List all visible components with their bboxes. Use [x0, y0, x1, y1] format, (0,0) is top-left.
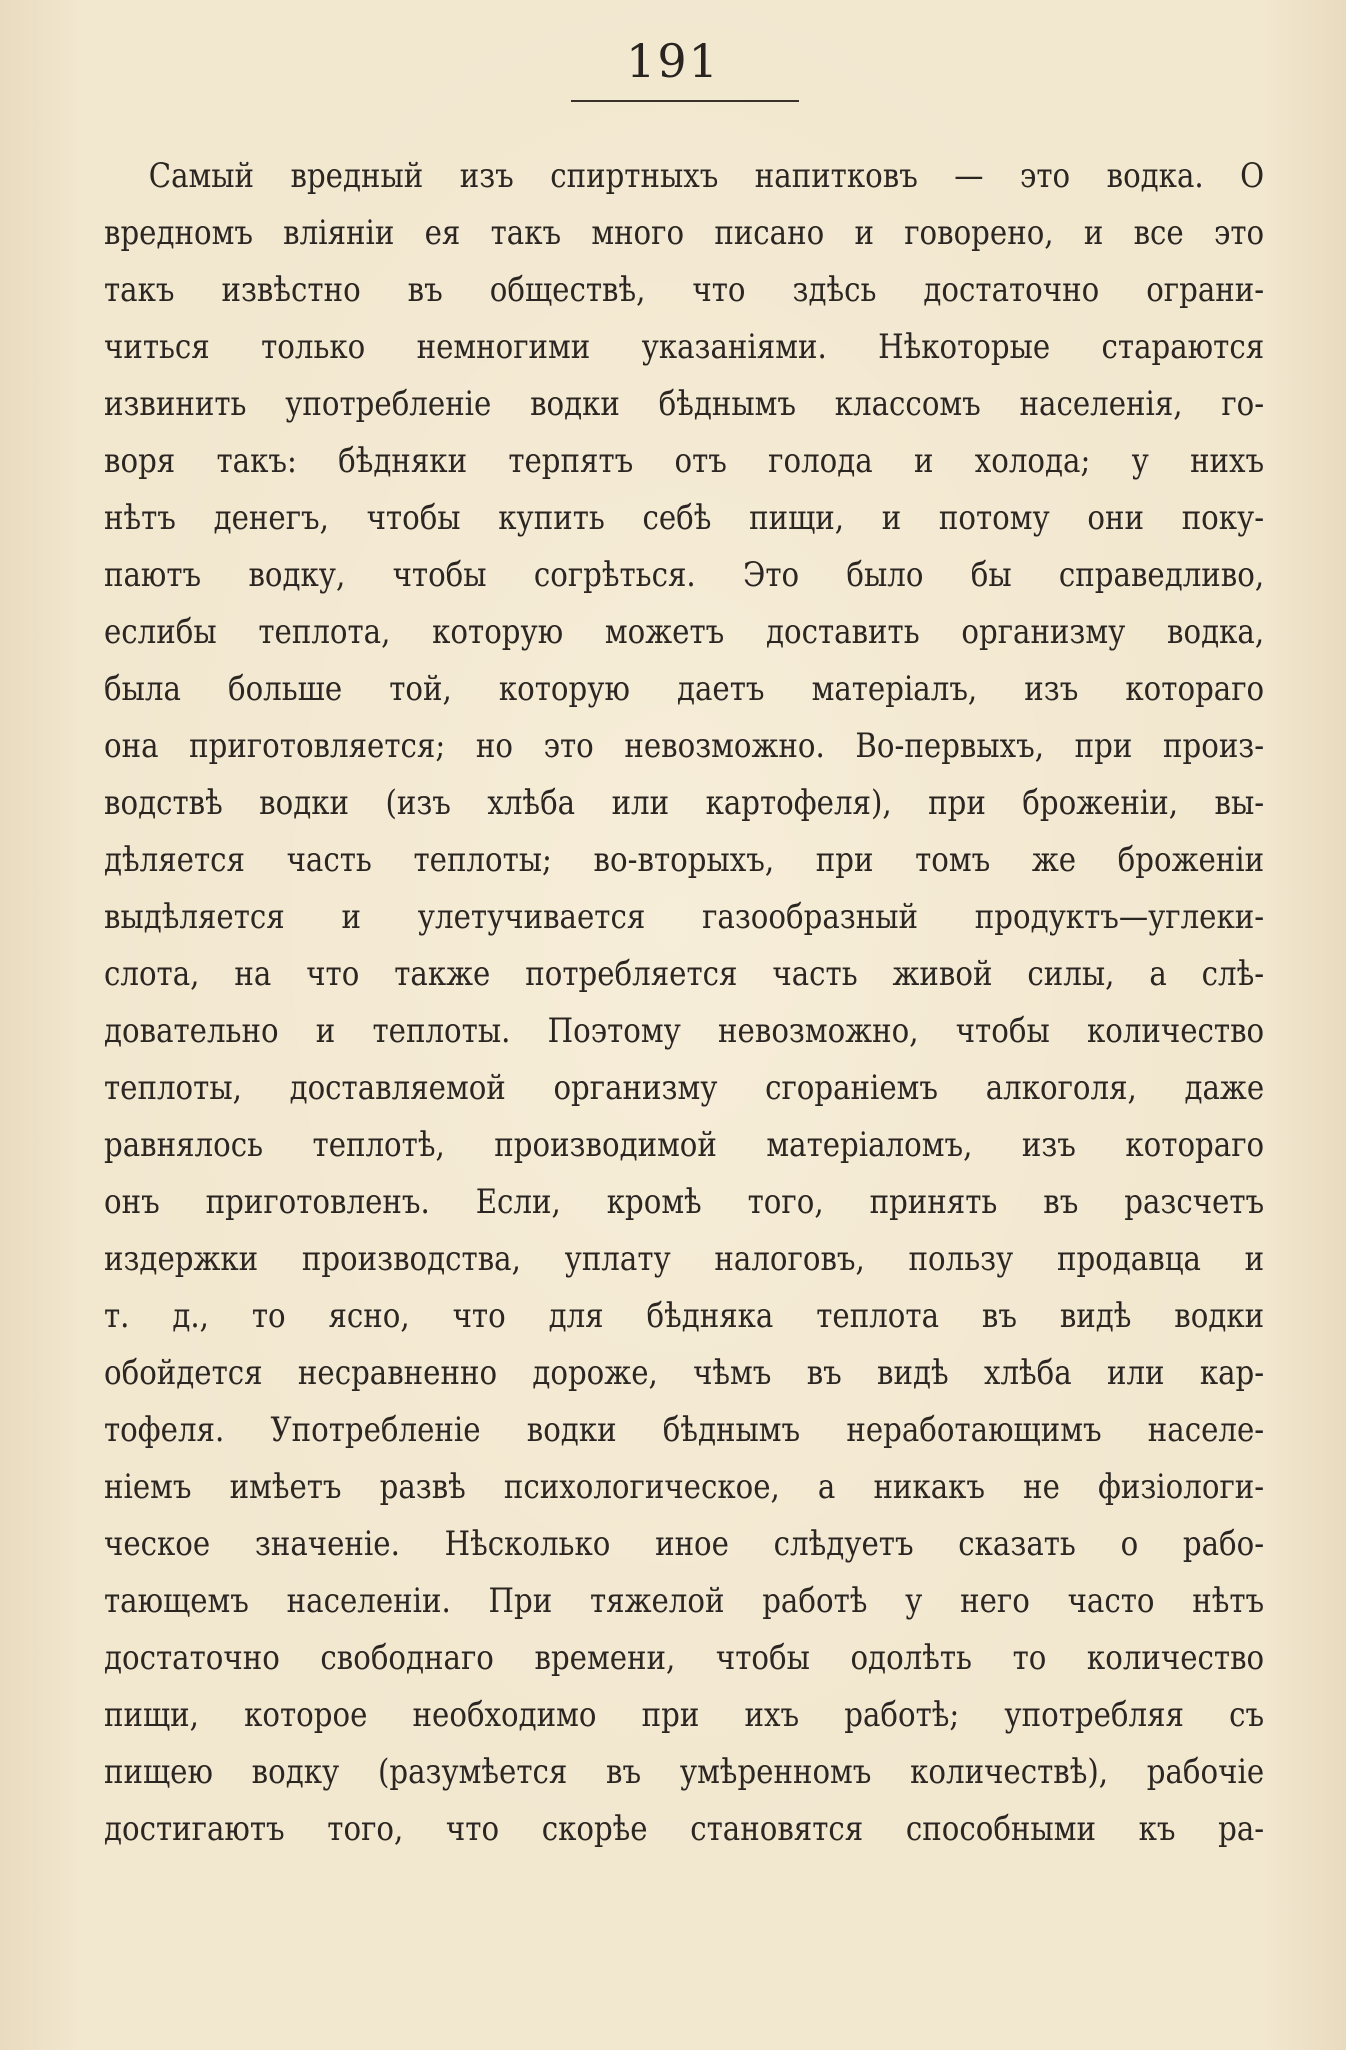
text-line: издержки производства, уплату налоговъ, пользу продавца и — [104, 1239, 1265, 1279]
text-line: дѣляется часть теплоты; во-вторыхъ, при томъ же броженіи — [104, 840, 1265, 880]
header-rule — [571, 100, 799, 102]
text-line: нѣтъ денегъ, чтобы купить себѣ пищи, и потому они поку- — [104, 498, 1265, 538]
text-line: тофеля. Употребленіе водки бѣднымъ неработающимъ населе- — [104, 1410, 1265, 1450]
text-line: воря такъ: бѣдняки терпятъ отъ голода и холода; у нихъ — [104, 441, 1265, 481]
page-number: 191 — [626, 34, 720, 88]
text-line: достаточно свободнаго времени, чтобы одолѣть то количество — [104, 1638, 1265, 1678]
text-line: еслибы теплота, которую можетъ доставить организму водка, — [104, 612, 1265, 652]
text-line: ніемъ имѣетъ развѣ психологическое, а никакъ не физіологи- — [104, 1467, 1265, 1507]
text-line: довательно и теплоты. Поэтому невозможно, чтобы количество — [104, 1011, 1265, 1051]
text-line: теплоты, доставляемой организму сгораніемъ алкоголя, даже — [104, 1068, 1265, 1108]
text-line: обойдется несравненно дороже, чѣмъ въ видѣ хлѣба или кар- — [104, 1353, 1265, 1393]
text-line: выдѣляется и улетучивается газообразный продуктъ—углеки- — [104, 897, 1265, 937]
text-line: слота, на что также потребляется часть живой силы, а слѣ- — [104, 954, 1265, 994]
text-line: тающемъ населеніи. При тяжелой работѣ у него часто нѣтъ — [104, 1581, 1265, 1621]
text-line: онъ приготовленъ. Если, кромѣ того, принять въ разсчетъ — [104, 1182, 1265, 1222]
text-line: такъ извѣстно въ обществѣ, что здѣсь достаточно ограни- — [104, 270, 1265, 310]
text-line: пищи, которое необходимо при ихъ работѣ; употребляя съ — [104, 1695, 1265, 1735]
text-line: равнялось теплотѣ, производимой матеріаломъ, изъ котораго — [104, 1125, 1265, 1165]
text-line: была больше той, которую даетъ матеріалъ, изъ котораго — [104, 669, 1265, 709]
text-line: извинить употребленіе водки бѣднымъ классомъ населенія, го- — [104, 384, 1265, 424]
text-line: читься только немногими указаніями. Нѣкоторые стараются — [104, 327, 1265, 367]
text-line: пищею водку (разумѣется въ умѣренномъ количествѣ), рабочіе — [104, 1752, 1265, 1792]
text-line: паютъ водку, чтобы согрѣться. Это было бы справедливо, — [104, 555, 1265, 595]
text-line: Самый вредный изъ спиртныхъ напитковъ — это водка. О — [148, 156, 1265, 196]
text-line: вредномъ вліяніи ея такъ много писано и говорено, и все это — [104, 213, 1265, 253]
text-line: достигаютъ того, что скорѣе становятся способными къ ра- — [104, 1809, 1265, 1849]
text-line: водствѣ водки (изъ хлѣба или картофеля), при броженіи, вы- — [104, 783, 1265, 823]
text-line: т. д., то ясно, что для бѣдняка теплота въ видѣ водки — [104, 1296, 1265, 1336]
body-text — [104, 148, 1264, 1858]
text-line: она приготовляется; но это невозможно. Во-первыхъ, при произ- — [104, 726, 1265, 766]
text-line: ческое значеніе. Нѣсколько иное слѣдуетъ сказать о рабо- — [104, 1524, 1265, 1564]
